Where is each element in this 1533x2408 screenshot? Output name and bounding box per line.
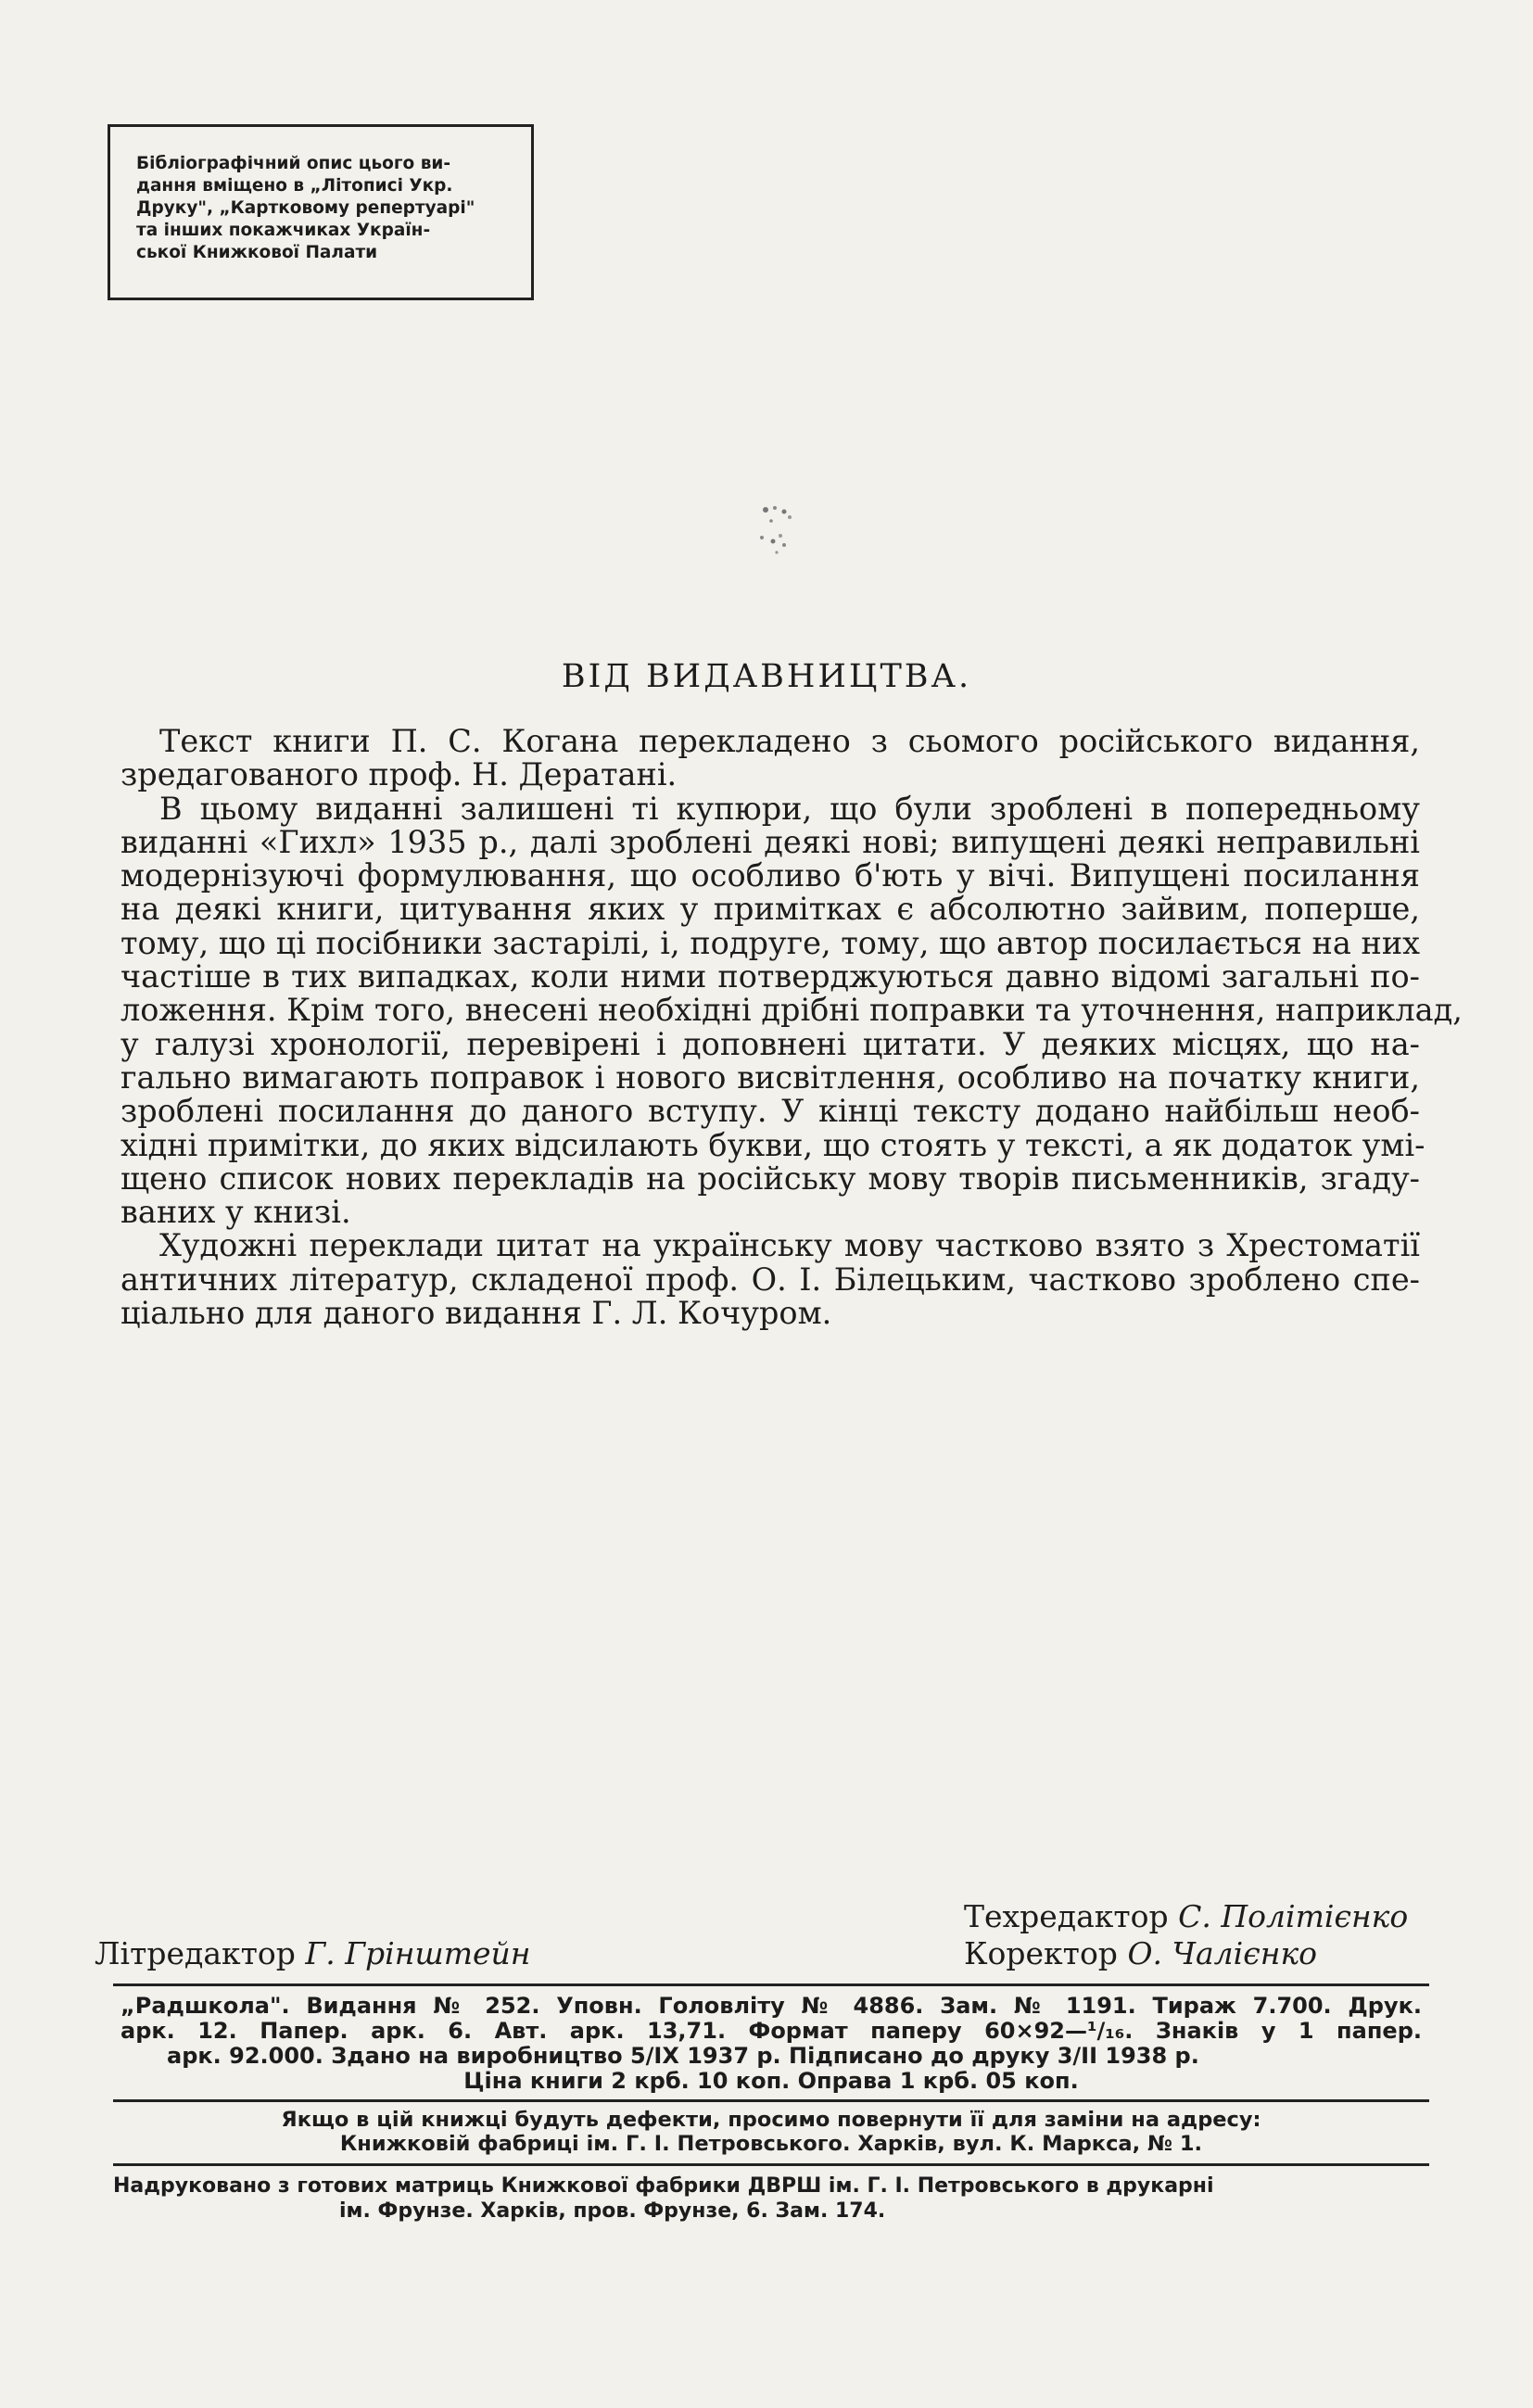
defects-notice-line: Книжковій фабриці ім. Г. І. Петровського. Харків, вул. К. Маркса, № 1. <box>339 2132 1203 2156</box>
text-line: частіше в тих випадках, коли ними потверджуються давно відомі загальні по- <box>120 958 1420 995</box>
lit-editor-name: Г. Грінштейн <box>305 1935 531 1971</box>
text-line: гально вимагають поправок і нового висвітлення, особливо на початку книги, <box>120 1058 1420 1096</box>
imprint-details <box>113 1986 1429 2099</box>
tech-editor-name: С. Політієнко <box>1178 1898 1409 1934</box>
editors-credits <box>964 1898 1408 1972</box>
bibliographic-note-line: дання вміщено в „Літописі Укр. <box>136 176 453 196</box>
imprint-line: „Радшкола". Видання № 252. Уповн. Головліту № 4886. Зам. № 1191. Тираж 7.700. Друк. <box>120 1993 1422 2019</box>
imprint-section <box>113 1983 1429 2224</box>
text-line: В цьому виданні залишені ті купюри, що були зроблені в попередньому <box>159 790 1420 827</box>
imprint-line: арк. 12. Папер. арк. 6. Авт. арк. 13,71. Формат паперу 60×92—¹/₁₆. Знаків у 1 папер. <box>120 2018 1422 2044</box>
price-line: Ціна книги 2 крб. 10 коп. Оправа 1 крб. 05 коп. <box>463 2068 1079 2094</box>
printed-note <box>113 2166 1429 2224</box>
text-line: на деякі книги, цитування яких у примітках є абсолютно зайвим, поперше, <box>120 891 1420 928</box>
tech-editor-label: Техредактор <box>964 1898 1169 1934</box>
defects-notice-line: Якщо в цій книжці будуть дефекти, просимо повернути її для заміни на адресу: <box>281 2108 1261 2132</box>
text-line: ціально для даного видання Г. Л. Кочуром. <box>120 1295 832 1332</box>
imprint-line: арк. 92.000. Здано на виробництво 5/IX 1937 р. Підписано до друку 3/II 1938 р. <box>167 2043 1199 2069</box>
lit-editor-credit <box>95 1935 531 1971</box>
printed-note-line: Надруковано з готових матриць Книжкової фабрики ДВРШ ім. Г. І. Петровського в друкарні <box>113 2174 1214 2198</box>
bibliographic-note-line: та інших покажчиках Україн- <box>136 221 431 240</box>
proofreader-label: Коректор <box>964 1935 1118 1971</box>
tech-editor-credit <box>964 1898 1408 1935</box>
ink-smudge-mark <box>753 501 808 575</box>
text-line: щено список нових перекладів на російську мову творів письменників, згаду- <box>120 1160 1420 1197</box>
proofreader-name: О. Чалієнко <box>1127 1935 1318 1971</box>
text-line: зроблені посилання до даного вступу. У кінці тексту додано найбільш необ- <box>120 1093 1420 1130</box>
text-line: Текст книги П. С. Когана перекладено з сьомого російського видання, <box>159 723 1420 759</box>
text-line: виданні «Гихл» 1935 р., далі зроблені деякі нові; випущені деякі неправильні <box>120 823 1420 860</box>
section-heading: ВІД ВИДАВНИЦТВА. <box>561 658 972 695</box>
proofreader-credit <box>964 1935 1408 1972</box>
text-line: модернізуючі формулювання, що особливо б'ють у вічі. Випущені посилання <box>120 857 1420 894</box>
text-line: Художні переклади цитат на українську мову частково взято з Хрестоматії <box>159 1227 1420 1264</box>
defects-notice <box>113 2102 1429 2163</box>
text-line: зредагованого проф. Н. Дератані. <box>120 756 678 793</box>
text-line: ваних у книзі. <box>120 1194 351 1231</box>
bibliographic-note-box <box>108 124 534 300</box>
bibliographic-note-line: Бібліографічний опис цього ви- <box>136 154 451 173</box>
text-line: у галузі хронології, перевірені і доповнені цитати. У деяких місцях, що на- <box>120 1025 1420 1062</box>
bibliographic-note-line: ської Книжкової Палати <box>136 243 378 262</box>
printed-note-line: ім. Фрунзе. Харків, пров. Фрунзе, 6. Зам. 174. <box>339 2199 886 2223</box>
publisher-note-text <box>120 723 1463 1332</box>
bibliographic-note-line: Друку", „Картковому репертуарі" <box>136 198 475 218</box>
text-line: тому, що ці посібники застарілі, і, подруге, тому, що автор посилається на них <box>120 924 1421 961</box>
text-line: хідні примітки, до яких відсилають букви, що стоять у тексті, а як додаток умі- <box>120 1126 1425 1163</box>
text-line: античних літератур, складеної проф. О. І. Білецьким, частково зроблено спе- <box>120 1261 1420 1298</box>
lit-editor-label: Літредактор <box>95 1935 296 1971</box>
text-line: ложення. Крім того, внесені необхідні дрібні поправки та уточнення, наприклад, <box>120 992 1463 1029</box>
